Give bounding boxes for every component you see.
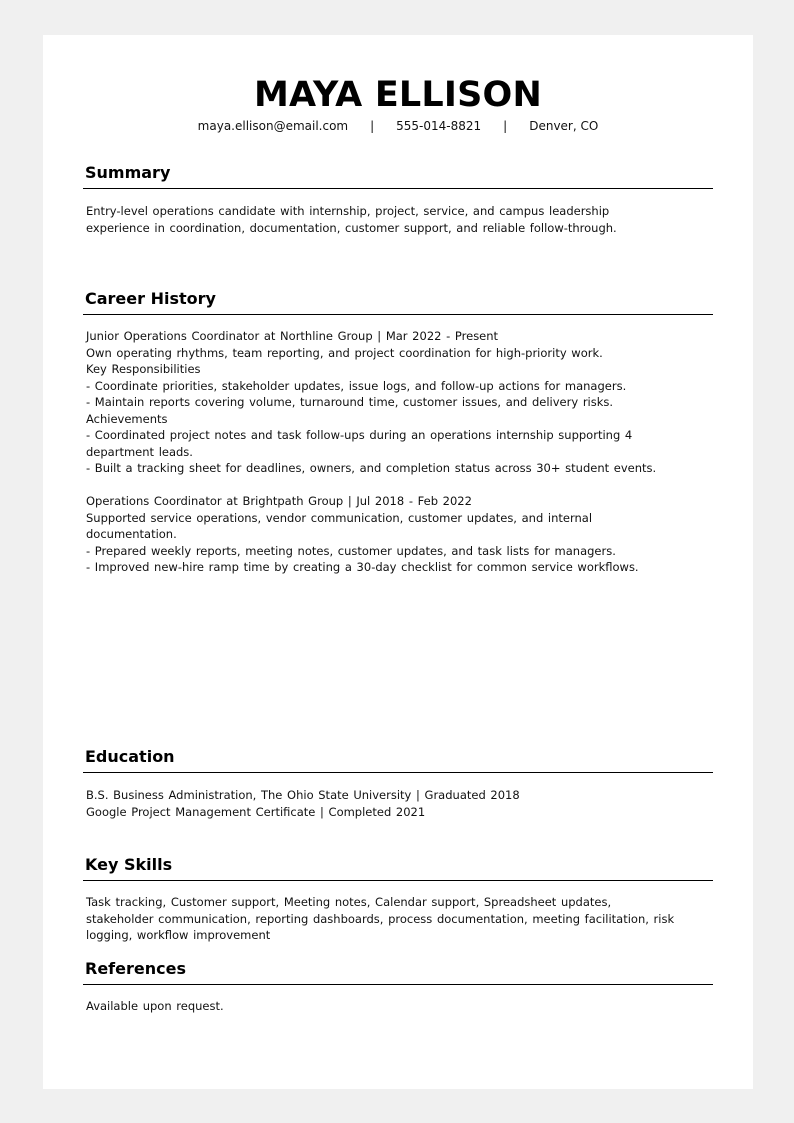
section-title-summary: Summary xyxy=(85,163,171,182)
section-title-education: Education xyxy=(85,747,175,766)
section-title-key-skills: Key Skills xyxy=(85,855,173,874)
job-heading: Junior Operations Coordinator at Northline Group | Mar 2022 - Present xyxy=(86,329,499,343)
contact-line xyxy=(43,118,753,134)
job-description: Own operating rhythms, team reporting, and project coordination for high-priority work. xyxy=(86,345,603,360)
achievements-label: Achievements xyxy=(86,411,168,426)
resume-header xyxy=(43,74,753,134)
job-heading: Operations Coordinator at Brightpath Group | Jul 2018 - Feb 2022 xyxy=(86,494,472,508)
responsibilities-label: Key Responsibilities xyxy=(86,362,201,376)
contact-location: Denver, CO xyxy=(529,119,599,133)
list-item: - Prepared weekly reports, meeting notes, customer updates, and task lists for managers. xyxy=(86,543,616,558)
section-divider xyxy=(83,880,713,881)
contact-email: maya.ellison@email.com xyxy=(197,119,349,133)
section-title-career-history: Career History xyxy=(85,289,216,308)
references-section xyxy=(83,959,713,1015)
education-body xyxy=(83,787,713,820)
list-item: Google Project Management Certificate | Completed 2021 xyxy=(86,804,426,819)
summary-text: Entry-level operations candidate with internship, project, service, and campus leadership experience in coordination, documentation, customer support, and reliable follow-through. xyxy=(86,204,617,235)
section-divider xyxy=(83,772,713,773)
section-divider xyxy=(83,984,713,985)
skills-text: Task tracking, Customer support, Meeting notes, Calendar support, Spreadsheet updates, stakeholder communication, reporting dashboards, process documentation, meeting facilitation, risk logging, workflow improvement xyxy=(86,895,675,942)
contact-separator: | xyxy=(503,119,508,133)
section-divider xyxy=(83,188,713,189)
education-section xyxy=(83,747,713,820)
key-skills-section xyxy=(83,855,713,944)
section-divider xyxy=(83,314,713,315)
career-history-section xyxy=(83,289,713,576)
list-item: - Coordinated project notes and task follow-ups during an operations internship supporting 4 department leads. xyxy=(86,428,633,459)
career-history-body xyxy=(83,328,713,576)
contact-phone: 555-014-8821 xyxy=(396,119,482,133)
spacer xyxy=(86,477,677,494)
candidate-name: MAYA ELLISON xyxy=(253,75,543,115)
summary-section xyxy=(83,163,713,236)
list-item: - Built a tracking sheet for deadlines, owners, and completion status across 30+ student events. xyxy=(86,461,657,475)
contact-separator: | xyxy=(370,119,375,133)
list-item: - Improved new-hire ramp time by creating a 30-day checklist for common service workflows. xyxy=(86,560,639,574)
resume-page xyxy=(43,35,753,1089)
list-item: - Maintain reports covering volume, turnaround time, customer issues, and delivery risks. xyxy=(86,395,614,409)
list-item: B.S. Business Administration, The Ohio State University | Graduated 2018 xyxy=(86,788,520,802)
references-text: Available upon request. xyxy=(86,999,224,1013)
job-description: Supported service operations, vendor communication, customer updates, and internal documentation. xyxy=(86,510,593,541)
list-item: - Coordinate priorities, stakeholder updates, issue logs, and follow-up actions for managers. xyxy=(86,378,627,393)
section-title-references: References xyxy=(85,959,186,978)
